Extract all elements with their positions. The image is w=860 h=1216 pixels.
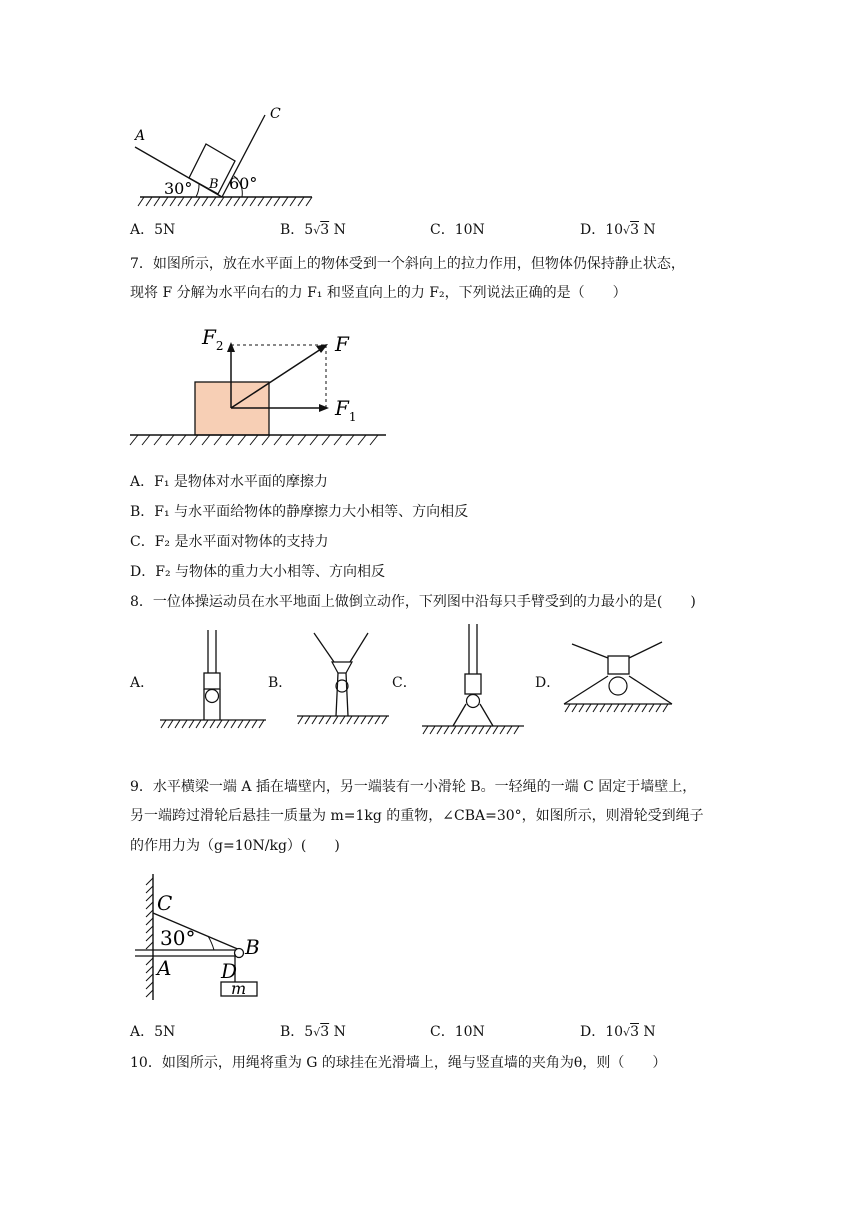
q9-line-3: 的作用力为（g=10N/kg）( ) [130,838,340,854]
fig6-label-c: C [270,106,281,122]
q6-option-a[interactable]: A．5N [130,222,176,238]
figure-q8-c [418,622,528,742]
fig9-angle-30: 30° [160,926,196,950]
q9-option-a[interactable]: A．5N [130,1024,176,1040]
q7-option-a[interactable]: A．F₁ 是物体对水平面的摩擦力 [130,474,328,490]
fig7-label-f2: $F_2$ [202,325,224,353]
fig6-angle-30: 30° [164,179,193,198]
q8-label-a[interactable]: A． [130,675,155,691]
q9-option-b[interactable]: B．5√3 N [280,1024,346,1040]
fig9-label-c: C [157,891,173,915]
figure-q7 [128,320,390,455]
figure-q9 [130,872,270,1007]
fig7-label-f: F [335,332,349,356]
fig9-label-d: D [221,959,238,983]
q7-option-d[interactable]: D．F₂ 与物体的重力大小相等、方向相反 [130,564,385,580]
q10-line-1: 10．如图所示，用绳将重为 G 的球挂在光滑墙上，绳与竖直墙的夹角为θ，则（ ） [130,1055,667,1071]
fig9-label-a: A [157,956,172,980]
q7-option-c[interactable]: C．F₂ 是水平面对物体的支持力 [130,534,329,550]
fig6-angle-60: 60° [229,174,258,193]
q8-label-c[interactable]: C． [392,675,417,691]
fig6-label-a: A [135,128,146,144]
q6-option-c[interactable]: C．10N [430,222,485,238]
q8-label-d[interactable]: D． [535,675,561,691]
q6-option-d[interactable]: D．10√3 N [580,222,656,238]
fig9-label-b: B [245,935,260,959]
q9-option-d[interactable]: D．10√3 N [580,1024,656,1040]
figure-q6 [130,100,330,215]
figure-q8-b [294,628,390,728]
q7-line-1: 7．如图所示，放在水平面上的物体受到一个斜向上的拉力作用，但物体仍保持静止状态， [130,256,685,272]
fig7-label-f1: $F_1$ [335,396,357,424]
figure-q8-d [560,636,680,721]
figure-q8-a [158,628,268,733]
q9-line-1: 9．水平横梁一端 A 插在墙壁内，另一端装有一小滑轮 B。一轻绳的一端 C 固定于墙壁上， [130,779,697,795]
fig6-label-b: B [209,177,219,192]
q9-line-2: 另一端跨过滑轮后悬挂一质量为 m=1kg 的重物，∠CBA=30°，如图所示，则滑轮受到绳子 [130,808,704,824]
q6-option-b[interactable]: B．5√3 N [280,222,346,238]
q8-line-1: 8．一位体操运动员在水平地面上做倒立动作，下列图中沿每只手臂受到的力最小的是( ) [130,594,696,610]
q7-line-2: 现将 F 分解为水平向右的力 F₁ 和竖直向上的力 F₂，下列说法正确的是（ ） [130,285,627,301]
q7-option-b[interactable]: B．F₁ 与水平面给物体的静摩擦力大小相等、方向相反 [130,504,469,520]
q9-option-c[interactable]: C．10N [430,1024,485,1040]
q8-label-b[interactable]: B． [268,675,293,691]
fig9-label-m: m [231,979,247,998]
